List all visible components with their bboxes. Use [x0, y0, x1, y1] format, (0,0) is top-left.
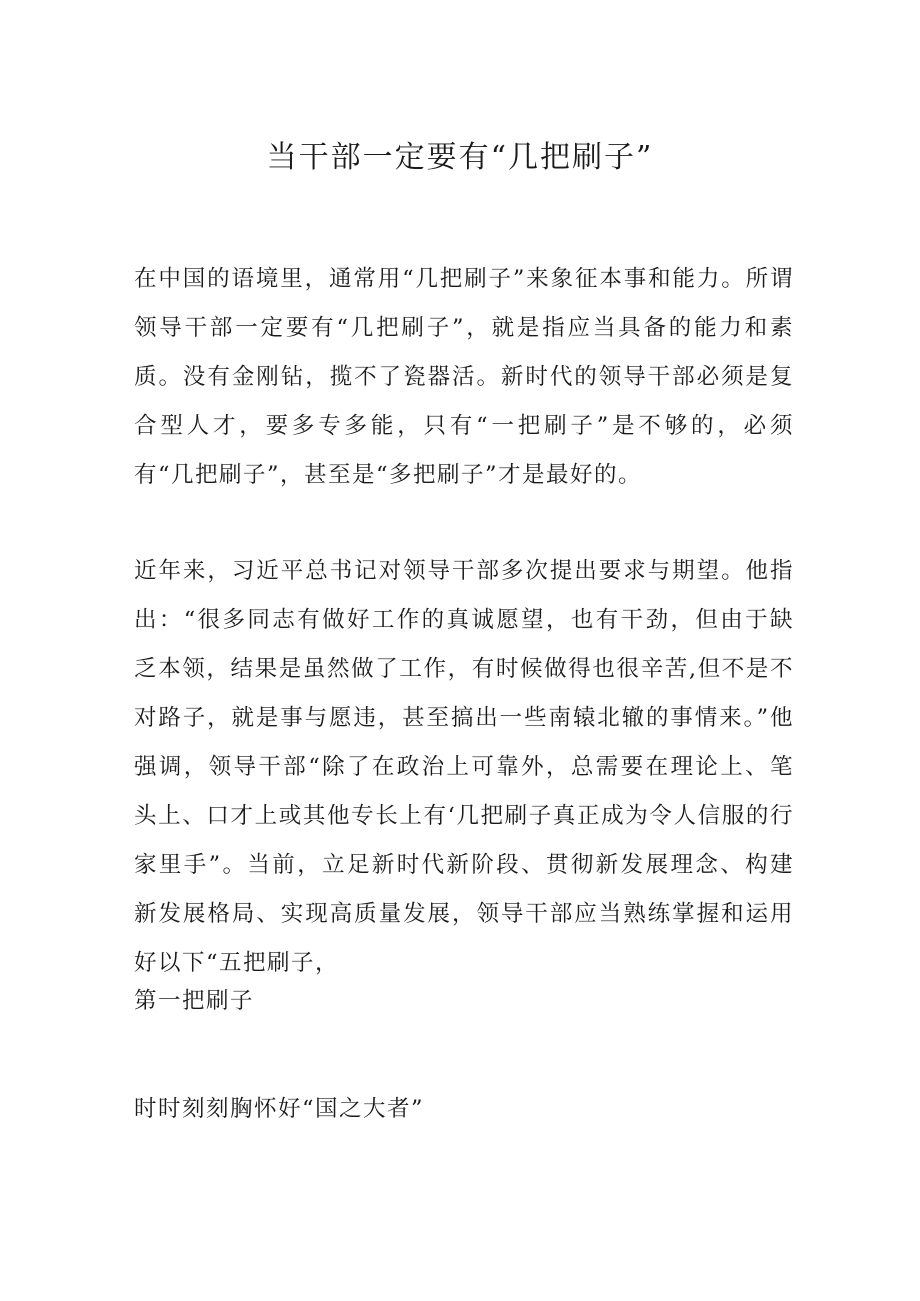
paragraph-intro: 在中国的语境里，通常用“几把刷子”来象征本事和能力。所谓领导干部一定要有“几把刷子”，就是指应当具备的能力和素质。没有金刚钻，揽不了瓷器活。新时代的领导干部必须是复合型人才，要多专多能，只有“一把刷子”是不够的，必须有“几把刷子”，甚至是“多把刷子”才是最好的。 [134, 266, 794, 488]
paragraph-requirements: 近年来，习近平总书记对领导干部多次提出要求与期望。他指出：“很多同志有做好工作的真诚愿望，也有干劲，但由于缺乏本领，结果是虽然做了工作，有时候做得也很辛苦,但不是不对路子，就是事与愿违，甚至搞出一些南辕北辙的事情来。”他强调，领导干部“除了在政治上可靠外，总需要在理论上、笔头上、口才上或其他专长上有‘几把刷子真正成为令人信服的行家里手”。当前，立足新时代新阶段、贯彻新发展理念、构建新发展格局、实现高质量发展，领导干部应当熟练掌握和运用好以下“五把刷子， [134, 558, 794, 976]
section-label: 第一把刷子 [134, 988, 255, 1014]
page-title: 当干部一定要有“几把刷子” [266, 140, 654, 175]
section-heading: 时时刻刻胸怀好“国之大者” [134, 1096, 425, 1122]
